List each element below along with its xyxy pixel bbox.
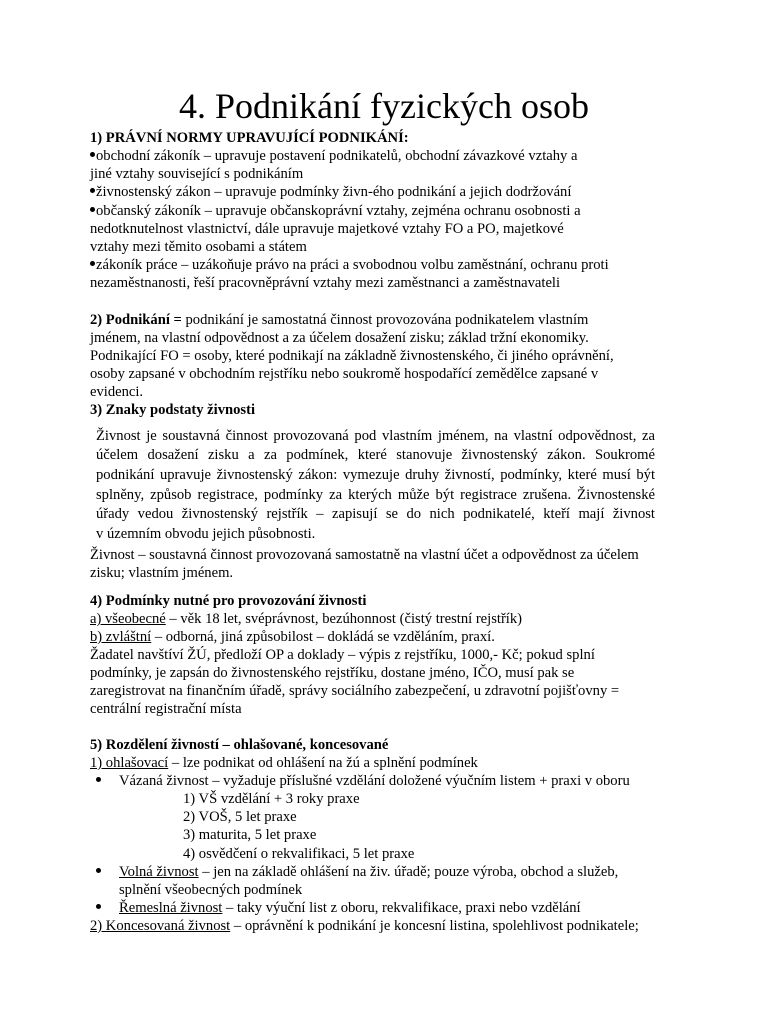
list-item-text: živnostenský zákon – upravuje podmínky živn-ého podnikání a jejich dodržování [96, 184, 572, 200]
list-item-continuation: jiné vztahy související s podnikáním [90, 166, 304, 182]
paragraph-line: splněny, způsob registrace, podmínky za kterých může být registrace zrušena. Živnostenské [96, 487, 655, 503]
page-title: 4. Podnikání fyzických osob [179, 86, 589, 126]
paragraph-text: podnikání je samostatná činnost provozována podnikatelem vlastním [181, 312, 589, 328]
list-item-text: zákoník práce – uzákoňuje právo na práci a svobodnou volbu zaměstnání, ochranu proti [96, 257, 609, 273]
bullet-icon [90, 261, 95, 266]
list-item-text: obchodní zákoník – upravuje postavení podnikatelů, obchodní závazkové vztahy a [96, 148, 578, 164]
trade-type-text: – oprávnění k podnikání je koncesní listina, spolehlivost podnikatele; [230, 918, 639, 934]
numbered-item: 3) maturita, 5 let praxe [183, 827, 317, 843]
section-3-heading: 3) Znaky podstaty živnosti [90, 402, 256, 418]
list-item-text: Vázaná živnost – vyžaduje příslušné vzdělání doložené výučním listem + praxi v oboru [119, 773, 630, 789]
paragraph-line: účelem dosažení zisku a za podmínek, které stanovuje živnostenský zákon. Soukromé [96, 447, 655, 463]
list-item-text [119, 863, 618, 881]
bullet-icon [90, 152, 95, 157]
paragraph-line: Živnost je soustavná činnost provozovaná pod vlastním jménem, na vlastní odpovědnost, za [96, 428, 655, 444]
condition-text: – odborná, jiná způsobilost – dokládá se vzděláním, praxí. [151, 629, 495, 645]
condition-label: b) zvláštní [90, 629, 152, 645]
numbered-item: 4) osvědčení o rekvalifikaci, 5 let praxe [183, 846, 415, 862]
concession-trades [90, 917, 639, 935]
section-5-heading: 5) Rozdělení živností – ohlašované, koncesované [90, 737, 389, 753]
trade-label: Řemeslná živnost [119, 900, 223, 916]
paragraph-line: úřady vedou živnostenský rejstřík – zapisují se do nich podnikatelé, kteří mají živnost [96, 506, 655, 522]
paragraph-line: osoby zapsané v obchodním rejstříku nebo soukromě hospodařící zemědělce zapsané v [90, 366, 599, 382]
paragraph-line: zaregistrovat na finančním úřadě, správy sociálního zabezpečení, u zdravotní pojišťovny = [90, 683, 620, 699]
list-item [90, 183, 571, 201]
trade-type-label: 1) ohlašovací [90, 755, 169, 771]
section-2-line [90, 311, 588, 329]
paragraph-line: podmínky, je zapsán do živnostenského rejstříku, dostane jméno, IČO, musí pak se [90, 665, 575, 681]
condition-special [90, 628, 495, 646]
bullet-icon [96, 777, 101, 782]
condition-text: – věk 18 let, svéprávnost, bezúhonnost (čistý trestní rejstřík) [165, 611, 523, 627]
list-item-continuation: nezaměstnanosti, řeší pracovněprávní vztahy mezi zaměstnanci a zaměstnavateli [90, 275, 561, 291]
list-item-text: občanský zákoník – upravuje občanskoprávní vztahy, zejména ochranu osobnosti a [96, 203, 581, 219]
list-item [90, 256, 609, 274]
paragraph-line: Podnikající FO = osoby, které podnikají na základně živnostenského, či jiného oprávnění, [90, 348, 614, 364]
condition-label: a) všeobecné [90, 611, 166, 627]
bullet-icon [90, 188, 95, 193]
list-item [96, 772, 102, 790]
notified-trades [90, 754, 478, 772]
paragraph-line: zisku; vlastním jménem. [90, 565, 234, 581]
trade-type-label: 2) Koncesovaná živnost [90, 918, 231, 934]
trade-text: – jen na základě ohlášení na živ. úřadě; pouze výroba, obchod a služeb, [198, 864, 619, 880]
paragraph-line: centrální registrační místa [90, 701, 242, 717]
numbered-item: 1) VŠ vzdělání + 3 roky praxe [183, 791, 360, 807]
list-item-continuation: splnění všeobecných podmínek [119, 882, 303, 898]
section-1-heading: 1) PRÁVNÍ NORMY UPRAVUJÍCÍ PODNIKÁNÍ: [90, 130, 409, 146]
list-item [96, 863, 102, 881]
list-item [90, 147, 577, 165]
list-item-continuation: nedotknutelnost vlastnictví, dále upravuje majetkové vztahy FO a PO, majetkové [90, 221, 564, 237]
paragraph-line: v územním obvodu jejich působnosti. [96, 526, 316, 542]
paragraph-line: jménem, na vlastní odpovědnost a za účelem dosažení zisku; základ tržní ekonomiky. [90, 330, 589, 346]
paragraph-line: evidenci. [90, 384, 144, 400]
section-4-heading: 4) Podmínky nutné pro provozování živnosti [90, 593, 367, 609]
bullet-icon [96, 904, 101, 909]
list-item-text [119, 899, 581, 917]
trade-text: – taky výuční list z oboru, rekvalifikace, praxi nebo vzdělání [222, 900, 581, 916]
list-item [90, 202, 581, 220]
list-item-continuation: vztahy mezi těmito osobami a státem [90, 239, 307, 255]
list-item [96, 899, 102, 917]
condition-general [90, 610, 522, 628]
bullet-icon [96, 868, 101, 873]
trade-type-text: – lze podnikat od ohlášení na žú a splnění podmínek [168, 755, 478, 771]
numbered-item: 2) VOŠ, 5 let praxe [183, 809, 297, 825]
trade-label: Volná živnost [119, 864, 199, 880]
section-2-heading: 2) Podnikání = [90, 312, 182, 328]
bullet-icon [90, 207, 95, 212]
paragraph-line: podnikání upravuje živnostenský zákon: vymezuje druhy živností, podmínky, které musí být [96, 467, 655, 483]
paragraph-line: Žadatel navštíví ŽÚ, předloží OP a doklady – výpis z rejstříku, 1000,- Kč; pokud splní [90, 647, 595, 663]
paragraph-line: Živnost – soustavná činnost provozovaná samostatně na vlastní účet a odpovědnost za účelem [90, 547, 639, 563]
